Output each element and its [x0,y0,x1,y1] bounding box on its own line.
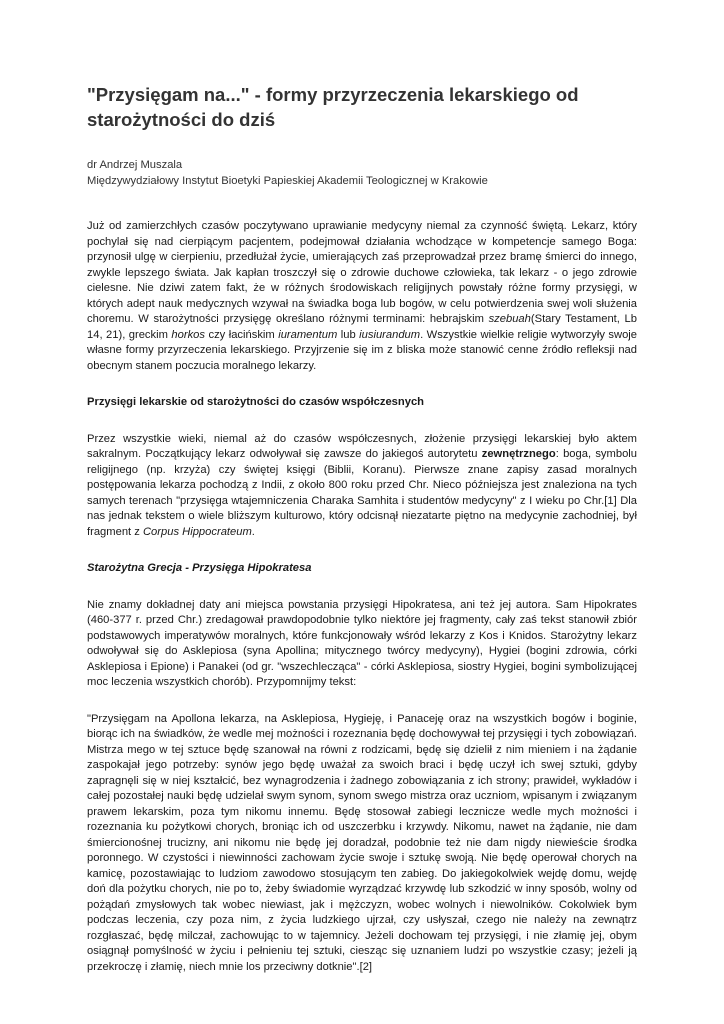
document-title: "Przysięgam na..." - formy przyrzeczenia lekarskiego od starożytności do dziś [87,84,579,130]
term-szebuah: szebuah [488,313,531,325]
emphasis-external: zewnętrznego [481,448,556,460]
oath-text-paragraph: "Przysięgam na Apollona lekarza, na Asklepiosa, Hygieję, i Panaceję oraz na wszystkich bogów i boginie, biorąc ich na świadków, że wedle mej możności i rozeznania będę dochowywał tej przysięgi i tych zobowiązań. Mistrza mego w tej sztuce będę szanował na równi z rodzicami, będę się dzielił z nim mieniem i na żądanie zaspokajał jego potrzeby: synów jego będę uważał za swoich braci i będę uczył ich swej sztuki, gdyby zapragnęli się w niej kształcić, bez wynagrodzenia i żadnego zobowiązania z ich strony; prawideł, wykładów i całej pozostałej nauki będę udzielał swym synom, synom swego mistrza oraz uczniom, wpisanym i związanym prawem lekarskim, poza tym nikomu innemu. Będę stosował zabiegi lecznicze wedle mych możności i rozeznania ku pożytkowi chorych, broniąc ich od uszczerbku i krzywdy. Nikomu, nawet na żądanie, nie dam śmiercionośnej trucizny, ani nikomu nie będę jej doradzał, podobnie też nie dam nigdy niewieście środka poronnego. W czystości i niewinności zachowam życie swoje i sztukę swoją. Nie będę operował chorych na kamicę, pozostawiając to ludziom zawodowo stosującym ten zabieg. Do jakiegokolwiek wejdę domu, wejdę doń dla pożytku chorych, nie po to, żeby świadomie wyrządzać krzywdę lub szkodzić w inny sposób, wolny od pożądań zmysłowych tak wobec niewiast, jak i mężczyzn, wobec wolnych i niewolników. Cokolwiek bym podczas leczenia, czy poza nim, z życia ludzkiego ujrzał, czy usłyszał, czego nie należy na zewnątrz rozgłaszać, będę milczał, zachowując to w tajemnicy. Jeżeli dochowam tej przysięgi, i nie złamię jej, obym osiągnął pomyślność w życiu i pełnieniu tej sztuki, ciesząc się uznaniem ludzi po wszystkie czasy; jeżeli ją przekroczę i złamię, niech mnie los przeciwny dotknie".[2] [87,712,637,973]
hippocrates-paragraph: Nie znamy dokładnej daty ani miejsca powstania przysięgi Hipokratesa, ani też jej autora. Sam Hipokrates (460-377 r. przed Chr.) zredagował prawdopodobnie tylko niektóre jej fragmenty, cały zaś tekst stanowił zbiór podstawowych imperatywów moralnych, które funkcjonowały wśród lekarzy z Kos i Knidos. Starożytny lekarz odwoływał się do Asklepiosa (syna Apollina; mitycznego twórcy medycyny), Hygiei (bogini zdrowia, córki Asklepiosa i Epione) i Panakei (od gr. "wszechlecząca" - córki Asklepiosa, siostry Hygiei, bogini symbolizującej moc leczenia wszystkich chorób). Przypomnijmy tekst: [87,598,637,688]
corpus-hippocrateum: Corpus Hippocrateum [142,525,252,538]
author-name: dr Andrzej Muszala [87,159,183,171]
section-heading-hippocratic-oath: Starożytna Grecja - Przysięga Hipokratesa [87,562,312,574]
term-iusiurandum: iusiurandum [359,328,421,341]
author-affiliation: Międzywydziałowy Instytut Bioetyki Papieskiej Akademii Teologicznej w Krakowie [87,175,488,187]
history-paragraph: Przez wszystkie wieki, niemal aż do czasów współczesnych, złożenie przysięgi lekarskiej było aktem sakralnym. Początkujący lekarz odwoływał się zawsze do jakiegoś autorytetu zewnętrznego: boga, symbolu religijnego (np. krzyża) czy świętej księgi (Biblii, Koranu). Pierwsze znane zapisy zasad moralnych postępowania lekarza pochodzą z Indii, z około 800 roku przed Chr. Nieco późniejsza jest znaleziona na tych samych terenach "przysięga wtajemniczenia Charaka Samhita i studentów medycyny" z I wieku po Chr.[1] Dla nas jednak tekstem o wiele bliższym kulturowo, który odcisnął niezatarte piętno na medycynie zachodniej, był fragment z Corpus Hippocrateum. [87,432,638,538]
term-horkos: horkos [171,328,205,341]
section-heading-oaths-history: Przysięgi lekarskie od starożytności do czasów współczesnych [87,396,424,408]
term-iuramentum: iuramentum [278,328,338,341]
intro-paragraph: Już od zamierzchłych czasów poczytywano uprawianie medycyny niemal za czynność świętą. Lekarz, który pochylał się nad cierpiącym pacjentem, podejmował działania wchodzące w kompetencje samego Boga: przynosił ulgę w cierpieniu, przedłużał życie, umierających zaś przeprowadzał przez bramę śmierci do innego, zwykle lepszego świata. Jak kapłan troszczył się o zdrowie duchowe człowieka, tak lekarz - o jego zdrowie cielesne. Nie dziwi zatem fakt, że w różnych środowiskach religijnych powstały różne formy przysięgi, w których adept nauk medycznych wzywał na świadka boga lub bogów, w celu potwierdzenia swej woli służenia choremu. W starożytności przysięgę określano różnymi terminami: hebrajskim szebuah(Stary Testament, Lb 14, 21), greckim horkos czy łacińskim iuramentum lub iusiurandum. Wszystkie wielkie religie wytworzyły swoje własne formy przyrzeczenia lekarskiego. Przyjrzenie się im z bliska może stanowić cenne źródło refleksji nad obecnym stanem poczucia moralnego lekarzy. [87,220,638,372]
